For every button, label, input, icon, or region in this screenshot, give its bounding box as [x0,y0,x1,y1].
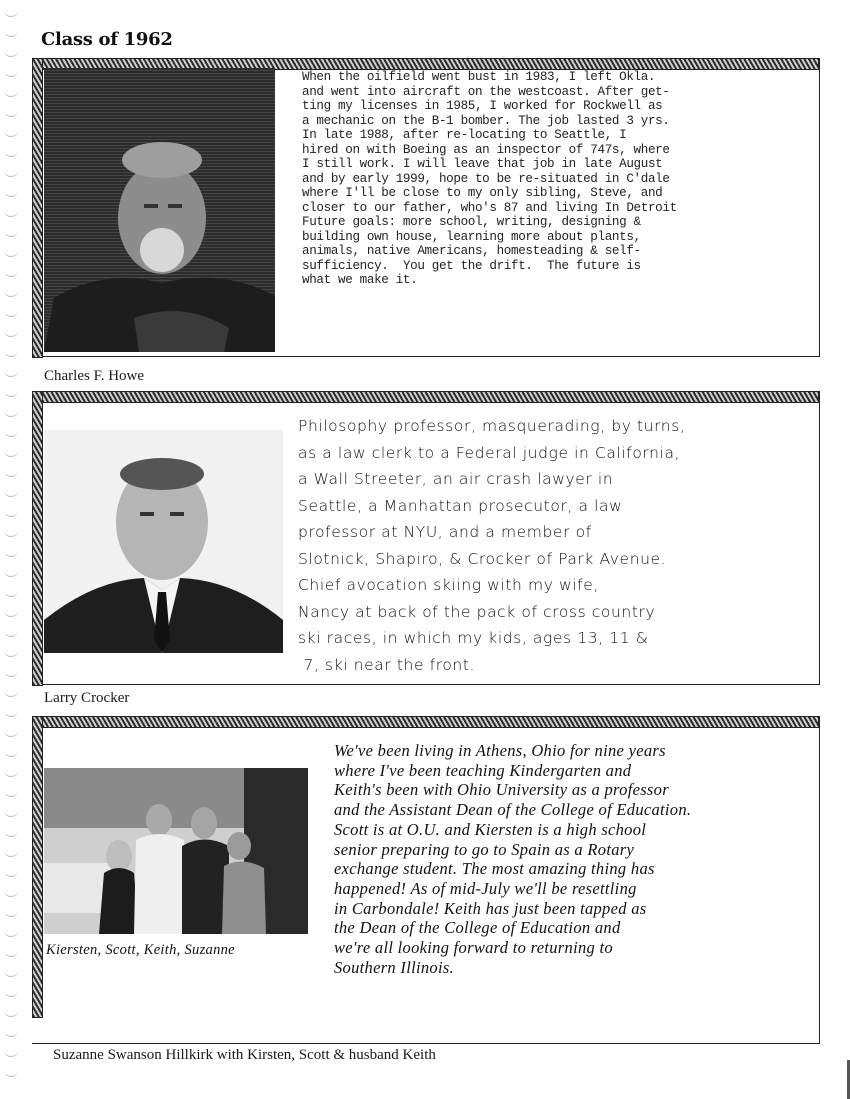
binding-ring-icon [4,308,18,317]
text-line: Future goals: more school, writing, designing & [302,215,641,229]
text-line: hired on with Boeing as an inspector of 747s, where [302,142,670,157]
binding-ring-icon [4,468,18,477]
binding-ring-icon [4,948,18,957]
binding-ring-icon [4,68,18,77]
binding-ring-icon [4,708,18,717]
text-line: and by early 1999, hope to be re-situated in C'dale [302,171,670,186]
binding-ring-icon [4,428,18,437]
binding-ring-icon [4,328,18,337]
text-line: In late 1988, after re-locating to Seattle, I [302,128,627,142]
text-line: where I'll be close to my only sibling, Steve, and [302,186,663,200]
text-line: Seattle, a Manhattan prosecutor, a law [298,496,623,515]
binding-ring-icon [4,168,18,177]
binding-ring-icon [4,128,18,137]
text-line: Scott is at O.U. and Kiersten is a high school [334,819,647,839]
binding-ring-icon [4,508,18,517]
text-line: professor at NYU, and a member of [298,523,592,541]
text-line: Philosophy professor, masquerading, by turns, [298,417,686,435]
binding-ring-icon [4,748,18,757]
text-line: and went into aircraft on the westcoast. After get- [302,84,670,99]
text-line: and the Assistant Dean of the College of Education. [334,800,692,820]
text-line: animals, native Americans, homesteading & self- [302,244,641,258]
binding-ring-icon [4,688,18,697]
binding-ring-icon [4,788,18,797]
binding-ring-icon [4,248,18,257]
text-line: building own house, learning more about plants, [302,229,641,244]
text-line: exchange student. The most amazing thing has [334,859,655,879]
binding-ring-icon [4,648,18,657]
entry-name: Larry Crocker [44,690,130,706]
binding-ring-icon [4,288,18,297]
binding-ring-icon [4,1048,18,1057]
binding-ring-icon [4,768,18,777]
binding-ring-icon [4,808,18,817]
text-line: Chief avocation skiing with my wife, [298,576,599,594]
binding-ring-icon [4,368,18,377]
text-line: in Carbondale! Keith has just been tapped as [334,898,647,918]
binding-ring-icon [4,8,18,17]
text-line: When the oilfield went bust in 1983, I left Okla. [302,70,656,84]
text-line: where I've been teaching Kindergarten and [334,760,632,780]
text-line: Slotnick, Shapiro, & Crocker of Park Avenue. [298,549,667,568]
entry-text [302,70,677,288]
binding-ring-icon [4,148,18,157]
text-line: 7, ski near the front. [298,655,476,674]
binding-ring-icon [4,968,18,977]
binding-ring-icon [4,48,18,57]
text-line: I still work. I will leave that job in late August [302,157,663,171]
binding-ring-icon [4,568,18,577]
family-image [44,768,308,934]
binding-ring-icon [4,28,18,37]
portrait-photo [44,68,275,352]
binding-ring-icon [4,208,18,217]
text-line: senior preparing to go to Spain as a Rotary [334,839,635,859]
photo-caption: Kiersten, Scott, Keith, Suzanne [46,942,235,958]
text-line: a mechanic on the B-1 bomber. The job lasted 3 yrs. [302,113,670,128]
entry-text [334,741,691,977]
spiral-binding [0,0,22,1099]
text-line: Keith's been with Ohio University as a professor [334,780,669,800]
binding-ring-icon [4,108,18,117]
portrait-image [44,68,275,352]
binding-ring-icon [4,908,18,917]
text-line: ski races, in which my kids, ages 13, 11 & [298,629,649,647]
text-line: the Dean of the College of Education and [334,918,621,938]
binding-ring-icon [4,408,18,417]
text-line: what we make it. [302,273,418,287]
binding-ring-icon [4,188,18,197]
text-line: Southern Illinois. [334,957,454,977]
text-line: happened! As of mid-July we'll be resettling [334,878,637,898]
hatch-border-top [32,391,819,403]
binding-ring-icon [4,728,18,737]
binding-ring-icon [4,828,18,837]
entry-charles-howe [32,58,822,358]
hatch-border-left [32,716,43,1018]
text-line: a Wall Streeter, an air crash lawyer in [298,470,614,488]
text-line: we're all looking forward to returning to [334,938,613,958]
text-line: Nancy at back of the pack of cross country [298,602,656,621]
hatch-border-top [32,716,819,728]
family-photo [44,768,308,934]
binding-ring-icon [4,888,18,897]
portrait-photo [44,430,283,653]
hatch-border-left [32,58,43,358]
portrait-image [44,430,283,653]
binding-ring-icon [4,868,18,877]
text-line: as a law clerk to a Federal judge in California, [298,443,681,462]
text-line: ting my licenses in 1985, I worked for Rockwell as [302,99,663,113]
binding-ring-icon [4,668,18,677]
binding-ring-icon [4,268,18,277]
binding-ring-icon [4,88,18,97]
binding-ring-icon [4,228,18,237]
binding-ring-icon [4,608,18,617]
binding-ring-icon [4,588,18,597]
binding-ring-icon [4,1068,18,1077]
binding-ring-icon [4,488,18,497]
binding-ring-icon [4,548,18,557]
entry-larry-crocker [32,391,822,687]
binding-ring-icon [4,1028,18,1037]
entry-name: Charles F. Howe [44,368,145,384]
binding-ring-icon [4,928,18,937]
entry-name: Suzanne Swanson Hillkirk with Kirsten, Scott & husband Keith [53,1047,436,1063]
text-line: sufficiency. You get the drift. The future is [302,258,641,273]
text-line: closer to our father, who's 87 and living In Detroit [302,200,677,215]
entry-text [298,413,685,678]
binding-ring-icon [4,348,18,357]
binding-ring-icon [4,448,18,457]
hatch-border-left [32,391,43,686]
binding-ring-icon [4,988,18,997]
binding-ring-icon [4,388,18,397]
binding-ring-icon [4,628,18,637]
page-title: Class of 1962 [41,29,173,50]
binding-ring-icon [4,1008,18,1017]
binding-ring-icon [4,848,18,857]
entry-suzanne-hillkirk [32,716,822,1046]
text-line: We've been living in Athens, Ohio for nine years [334,741,666,760]
binding-ring-icon [4,528,18,537]
